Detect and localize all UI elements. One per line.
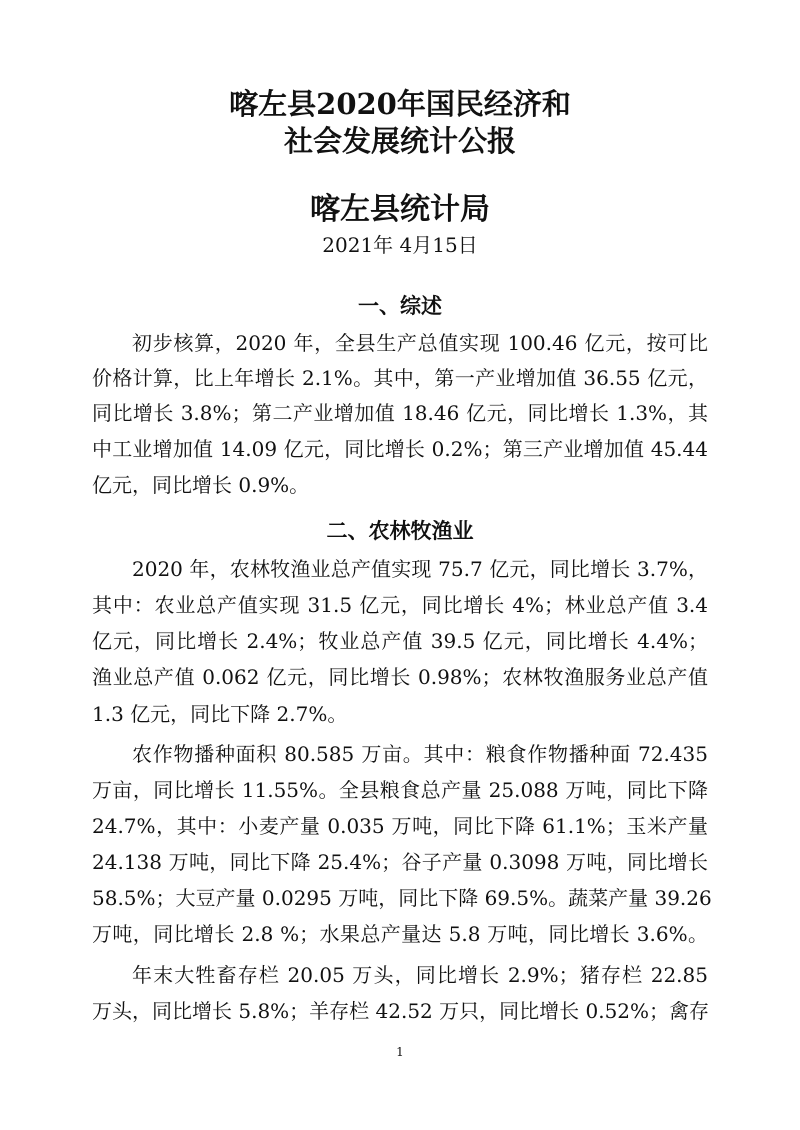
paragraph-line: 年末大牲畜存栏 20.05 万头，同比增长 2.9%；猪存栏 22.85 [132,963,708,987]
page-number: 1 [396,1045,404,1059]
paragraph-line: 价格计算，比上年增长 2.1%。其中，第一产业增加值 36.55 亿元， [92,366,708,390]
paragraph-line: 58.5%；大豆产量 0.0295 万吨，同比下降 69.5%。蔬菜产量 39.26 [92,886,712,910]
document-title-line-2: 社会发展统计公报 [283,124,516,158]
paragraph-line: 初步核算，2020 年，全县生产总值实现 100.46 亿元，按可比 [132,331,708,355]
document-title-line-1: 喀左县2020年国民经济和 [229,87,571,121]
paragraph-line: 24.7%，其中：小麦产量 0.035 万吨，同比下降 61.1%；玉米产量 [92,814,708,838]
paragraph-line: 24.138 万吨，同比下降 25.4%；谷子产量 0.3098 万吨，同比增长 [92,850,708,874]
section-heading-overview: 一、综述 [358,293,442,318]
paragraph-line: 渔业总产值 0.062 亿元，同比增长 0.98%；农林牧渔服务业总产值 [92,665,708,689]
paragraph-line: 万头，同比增长 5.8%；羊存栏 42.52 万只，同比增长 0.52%；禽存 [92,999,710,1023]
document-date: 2021年 4月15日 [322,233,478,257]
paragraph-line: 2020 年，农林牧渔业总产值实现 75.7 亿元，同比增长 3.7%， [132,557,708,581]
document-author: 喀左县统计局 [310,192,490,227]
section-heading-agriculture: 二、农林牧渔业 [326,518,474,543]
paragraph-line: 万吨，同比增长 2.8 %；水果总产量达 5.8 万吨，同比增长 3.6%。 [92,922,708,946]
paragraph-line: 其中：农业总产值实现 31.5 亿元，同比增长 4%；林业总产值 3.4 [92,593,708,617]
paragraph-line: 同比增长 3.8%；第二产业增加值 18.46 亿元，同比增长 1.3%，其 [92,401,708,425]
paragraph-line: 1.3 亿元，同比下降 2.7%。 [92,702,348,726]
paragraph-line: 亿元，同比增长 2.4%；牧业总产值 39.5 亿元，同比增长 4.4%； [92,629,708,653]
paragraph-line: 万亩，同比增长 11.55%。全县粮食总产量 25.088 万吨，同比下降 [92,778,708,802]
paragraph-line: 农作物播种面积 80.585 万亩。其中：粮食作物播种面 72.435 [132,742,708,766]
paragraph-line: 中工业增加值 14.09 亿元，同比增长 0.2%；第三产业增加值 45.44 [92,437,708,461]
paragraph-line: 亿元，同比增长 0.9%。 [92,473,310,497]
